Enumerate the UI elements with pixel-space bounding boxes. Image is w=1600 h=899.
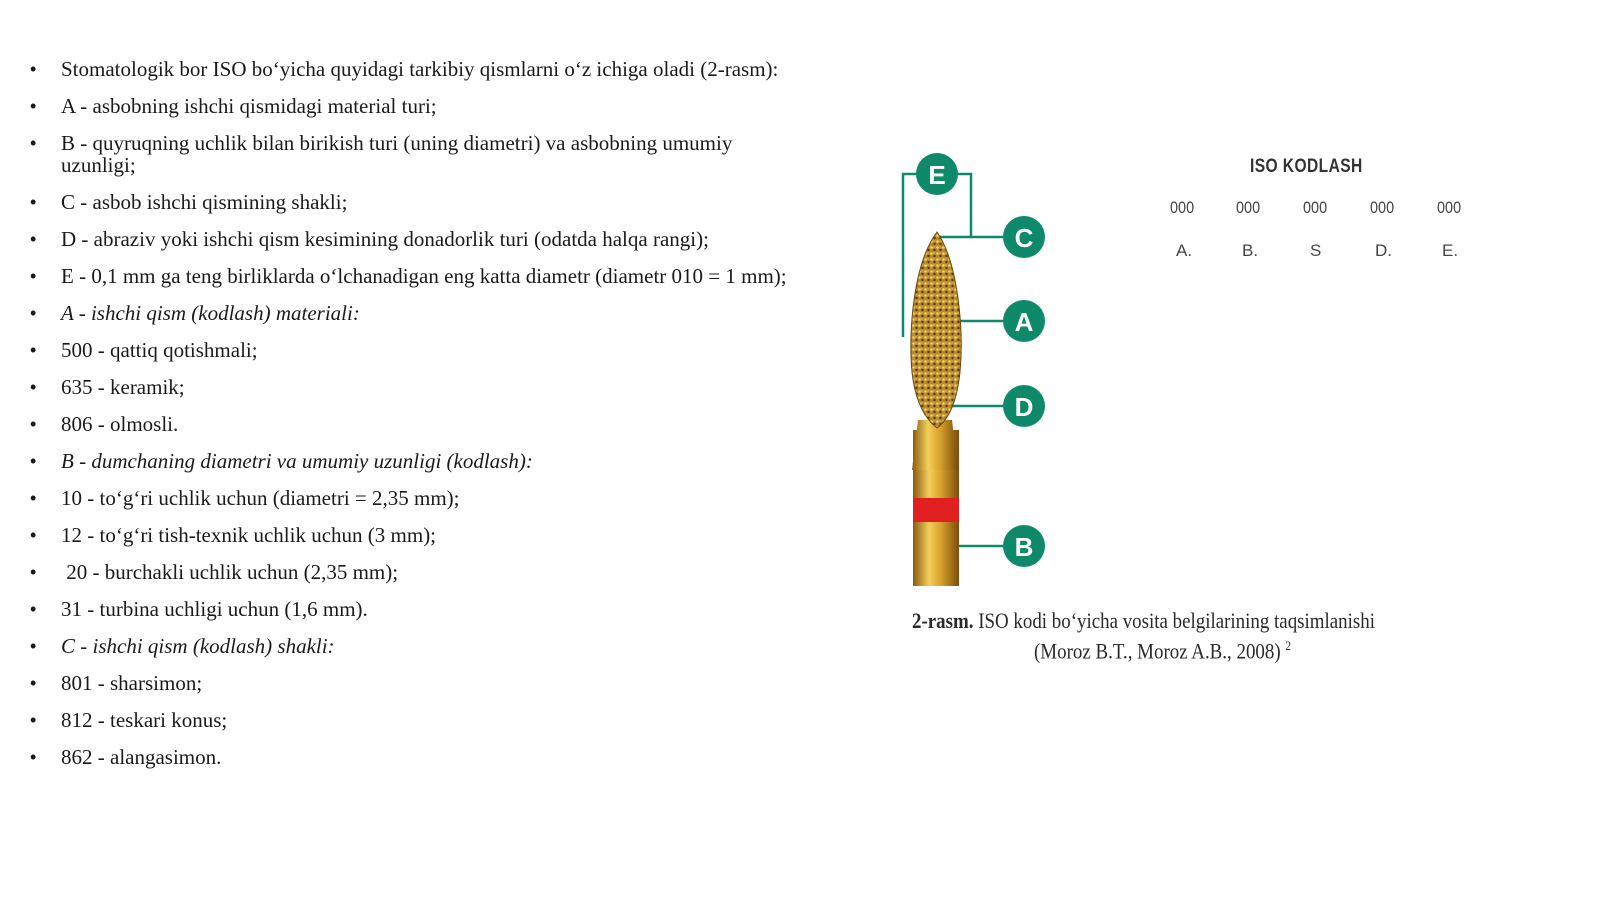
list-heading-b: • B - dumchaning diametri va umumiy uzunligi (kodlash): bbox=[30, 449, 533, 473]
bullet-icon: • bbox=[30, 525, 37, 545]
iso-code: 000 bbox=[1236, 198, 1261, 217]
list-item: • 812 - teskari konus; bbox=[30, 708, 228, 732]
svg-text:B: B bbox=[1014, 532, 1034, 562]
bur-working-part bbox=[911, 232, 961, 428]
badge-c bbox=[1003, 216, 1045, 258]
list-item: • 10 - to‘g‘ri uchlik uchun (diametri = 2,35 mm); bbox=[30, 486, 460, 510]
badge-e bbox=[916, 153, 958, 195]
bullet-icon: • bbox=[30, 710, 37, 730]
list-item: • 862 - alangasimon. bbox=[30, 745, 222, 769]
bullet-icon: • bbox=[30, 340, 37, 360]
list-item: • B - quyruqning uchlik bilan birikish turi (uning diametri) va asbobning umumiy uzunligi; bbox=[30, 131, 733, 177]
svg-text:E: E bbox=[928, 160, 946, 190]
bullet-icon: • bbox=[30, 414, 37, 434]
svg-text:D: D bbox=[1014, 392, 1034, 422]
iso-letter: S bbox=[1310, 241, 1322, 260]
list-item: • Stomatologik bor ISO bo‘yicha quyidagi tarkibiy qismlarni o‘z ichiga oladi (2-rasm): bbox=[30, 57, 779, 81]
iso-code: 000 bbox=[1370, 198, 1395, 217]
bullet-icon: • bbox=[30, 747, 37, 767]
list-heading-c: • C - ishchi qism (kodlash) shakli: bbox=[30, 634, 335, 658]
bullet-icon: • bbox=[30, 636, 37, 656]
bullet-icon: • bbox=[30, 451, 37, 471]
list-item: • D - abraziv yoki ishchi qism kesimining donadorlik turi (odatda halqa rangi); bbox=[30, 227, 709, 251]
iso-code: 000 bbox=[1303, 198, 1328, 217]
list-item: • 806 - olmosli. bbox=[30, 412, 179, 436]
iso-letter: B. bbox=[1242, 241, 1259, 260]
list-item: • E - 0,1 mm ga teng birliklarda o‘lchanadigan eng katta diametr (diametr 010 = 1 mm); bbox=[30, 264, 787, 288]
svg-text:C: C bbox=[1014, 223, 1034, 253]
list-item: • 31 - turbina uchligi uchun (1,6 mm). bbox=[30, 597, 368, 621]
iso-code: 000 bbox=[1437, 198, 1462, 217]
bullet-list bbox=[30, 58, 790, 783]
bullet-icon: • bbox=[30, 488, 37, 508]
bullet-icon: • bbox=[30, 59, 37, 79]
bullet-icon: • bbox=[30, 562, 37, 582]
bullet-icon: • bbox=[30, 303, 37, 323]
list-heading-a: • A - ishchi qism (kodlash) materiali: bbox=[30, 301, 360, 325]
list-item: • 12 - to‘g‘ri tish-texnik uchlik uchun (3 mm); bbox=[30, 523, 437, 547]
bur-neck bbox=[912, 420, 958, 470]
bullet-icon: • bbox=[30, 96, 37, 116]
bullet-icon: • bbox=[30, 229, 37, 249]
iso-letter: A. bbox=[1176, 241, 1193, 260]
iso-letter: D. bbox=[1375, 241, 1392, 260]
svg-text:A: A bbox=[1014, 307, 1034, 337]
bullet-icon: • bbox=[30, 377, 37, 397]
list-item: • A - asbobning ishchi qismidagi material turi; bbox=[30, 94, 437, 118]
bullet-icon: • bbox=[30, 266, 37, 286]
badge-b bbox=[1003, 525, 1045, 567]
bullet-icon: • bbox=[30, 133, 37, 153]
list-item: • 635 - keramik; bbox=[30, 375, 185, 399]
iso-coding-title: ISO KODLASH bbox=[1250, 156, 1363, 177]
list-item: • 801 - sharsimon; bbox=[30, 671, 203, 695]
bullet-icon: • bbox=[30, 599, 37, 619]
list-item: • 500 - qattiq qotishmali; bbox=[30, 338, 258, 362]
badge-d bbox=[1003, 385, 1045, 427]
iso-letter: E. bbox=[1442, 241, 1459, 260]
red-ring bbox=[913, 498, 959, 522]
bullet-icon: • bbox=[30, 192, 37, 212]
list-item: • C - asbob ishchi qismining shakli; bbox=[30, 190, 348, 214]
figure-caption: 2-rasm. ISO kodi bo‘yicha vosita belgilarining taqsimlanishi bbox=[912, 608, 1375, 633]
dental-bur-figure bbox=[880, 140, 1080, 600]
list-item: • 20 - burchakli uchlik uchun (2,35 mm); bbox=[30, 560, 399, 584]
iso-code: 000 bbox=[1170, 198, 1195, 217]
figure-caption-source: (Moroz B.T., Moroz A.B., 2008) $^2$ bbox=[1034, 638, 1291, 664]
badge-a bbox=[1003, 300, 1045, 342]
bullet-icon: • bbox=[30, 673, 37, 693]
